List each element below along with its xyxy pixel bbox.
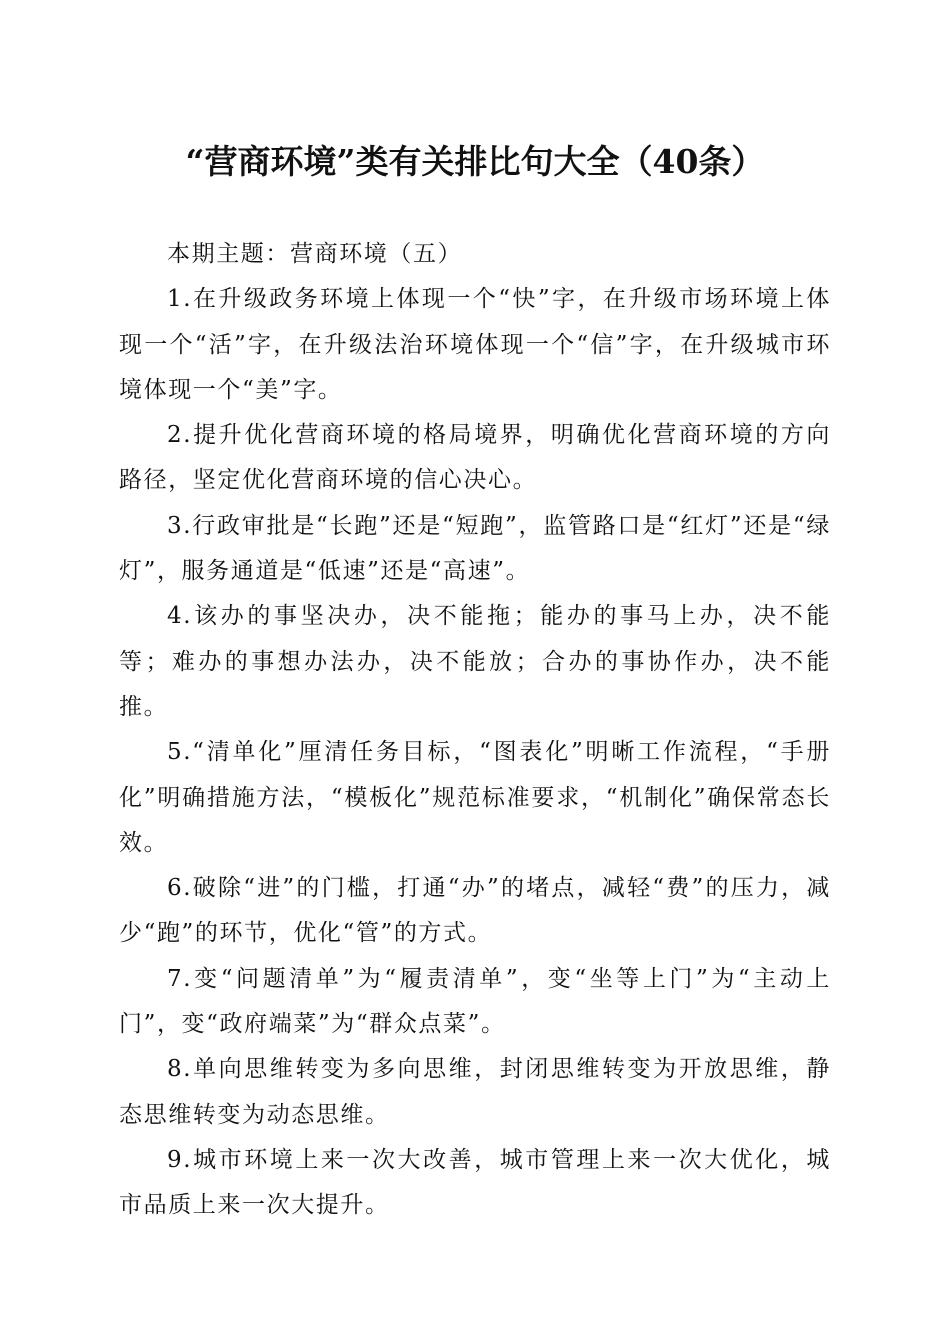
list-item-1: 1.在升级政务环境上体现一个“快”字，在升级市场环境上体现一个“活”字，在升级法治环境体现一个“信”字，在升级城市环境体现一个“美”字。 — [119, 286, 831, 403]
list-item-6: 6.破除“进”的门槛，打通“办”的堵点，减轻“费”的压力，减少“跑”的环节，优化“管”的方式。 — [119, 875, 831, 947]
list-item-7: 7.变“问题清单”为“履责清单”，变“坐等上门”为“主动上门”，变“政府端菜”为“群众点菜”。 — [119, 965, 831, 1038]
list-item-8: 8.单向思维转变为多向思维，封闭思维转变为开放思维，静态思维转变为动态思维。 — [119, 1056, 831, 1128]
document-title: “营商环境”类有关排比句大全（40条） — [185, 142, 765, 181]
list-item-3: 3.行政审批是“长跑”还是“短跑”，监管路口是“红灯”还是“绿灯”，服务通道是“低速”还是“高速”。 — [119, 512, 831, 585]
list-item-9: 9.城市环境上来一次大改善，城市管理上来一次大优化，城市品质上来一次大提升。 — [119, 1146, 831, 1219]
document-body — [119, 232, 831, 1229]
list-item-2: 2.提升优化营商环境的格局境界，明确优化营商环境的方向路径，坚定优化营商环境的信心决心。 — [119, 422, 831, 494]
list-item-4: 4.该办的事坚决办，决不能拖；能办的事马上办，决不能等；难办的事想办法办，决不能放；合办的事协作办，决不能推。 — [119, 603, 831, 720]
list-item-5: 5.“清单化”厘清任务目标，“图表化”明晰工作流程，“手册化”明确措施方法，“模板化”规范标准要求，“机制化”确保常态长效。 — [119, 739, 831, 856]
subtitle-paragraph: 本期主题：营商环境（五） — [167, 241, 463, 267]
